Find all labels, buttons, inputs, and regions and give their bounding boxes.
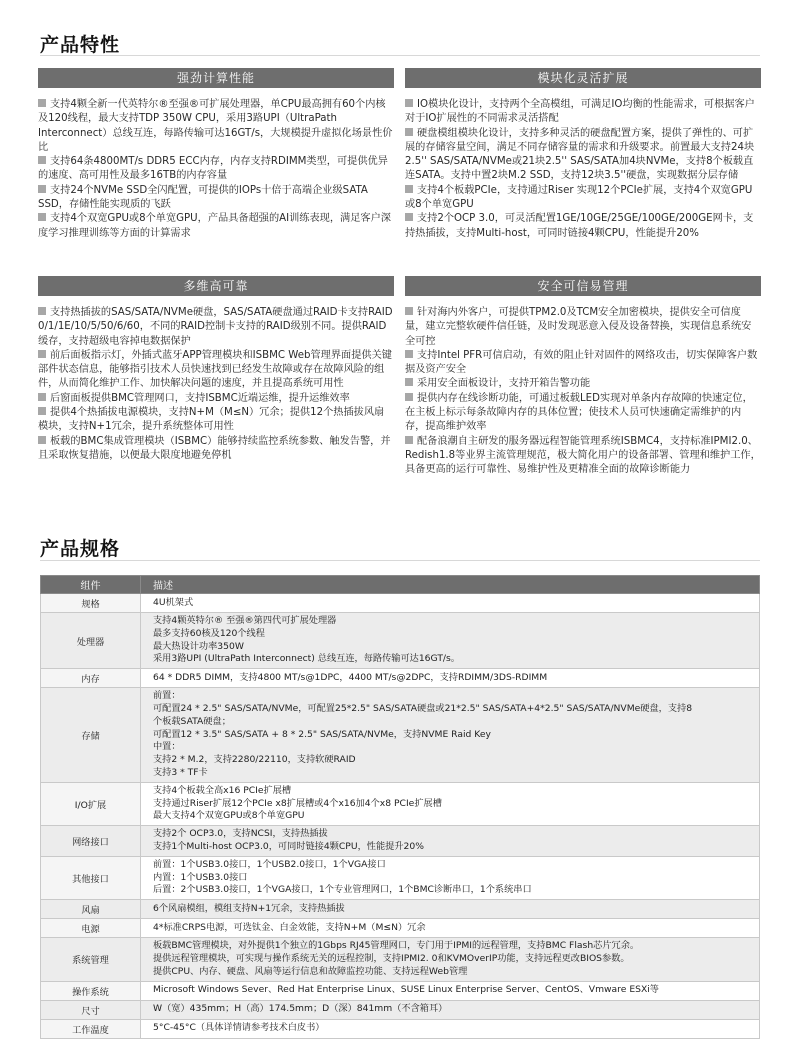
bullet-square-icon — [38, 99, 46, 107]
divider — [40, 560, 760, 561]
spec-description — [141, 782, 760, 825]
spec-row — [41, 669, 760, 688]
spec-label: 操作系统 — [41, 981, 141, 1000]
feature-bullet-item — [38, 392, 394, 406]
spec-description-line: 6个风扇模组，模组支持N+1冗余，支持热插拔 — [153, 902, 345, 914]
feature-bullet-text: 支持4个板载PCIe，支持通过Riser 实现12个PCIe扩展，支持4个双宽GPU或8个单宽GPU — [405, 184, 753, 211]
feature-bullet-text: 支持2个OCP 3.0，可灵活配置1GE/10GE/25GE/100GE/200GE网卡，支持热插拔，支持Multi-host，可同时链接4颗CPU，性能提升20% — [405, 213, 754, 239]
spec-description-line: 前置：1个USB3.0接口，1个USB2.0接口，1个VGA接口 — [153, 858, 386, 870]
feature-bullet-item — [405, 306, 761, 349]
bullet-square-icon — [38, 350, 46, 358]
spec-description-line: 可配置24 * 2.5" SAS/SATA/NVMe，可配置25*2.5" SAS/SATA硬盘或21*2.5" SAS/SATA+4*2.5" SAS/SATA/NVMe硬盘，支持8 — [153, 702, 693, 714]
spec-description-line: 提供远程管理模块，可实现与操作系统无关的远程控制，支持IPMI2. 0和KVMOverIP功能，支持远程更改BIOS参数。 — [153, 952, 630, 964]
bullet-square-icon — [38, 213, 46, 221]
spec-header-description: 描述 — [141, 576, 760, 594]
feature-bullet-item — [405, 377, 761, 391]
feature-bullet-text: 采用安全面板设计，支持开箱告警功能 — [417, 378, 591, 390]
spec-description-line: 板载BMC管理模块，对外提供1个独立的1Gbps RJ45管理网口，专门用于IPMI的远程管理，支持BMC Flash芯片冗余。 — [153, 940, 640, 952]
bullet-square-icon — [405, 350, 413, 358]
feature-bullet-text: 针对海内外客户，可提供TPM2.0及TCM安全加密模块，提供安全可信度量，建立完整软硬件信任链，及时发现恶意入侵及设备替换，实现信息系统安全可控 — [405, 307, 752, 347]
bullet-square-icon — [405, 99, 413, 107]
spec-label: 处理器 — [41, 613, 141, 669]
feature-body — [405, 306, 761, 478]
bullet-square-icon — [405, 393, 413, 401]
spec-header-component: 组件 — [41, 576, 141, 594]
spec-label: 网络接口 — [41, 826, 141, 857]
feature-body — [38, 98, 394, 241]
spec-label: I/O扩展 — [41, 782, 141, 825]
spec-description-line: 采用3路UPI (UltraPath Interconnect) 总线互连，每路传输可达16GT/s。 — [153, 653, 460, 665]
feature-bullet-text: 硬盘模组模块化设计，支持多种灵活的硬盘配置方案，提供了弹性的、可扩展的存储容量空间，满足不同存储容量的需求和升级要求。前置最大支持24块2.5'' SAS/SATA/NVMe或21块2.5'' SAS/SATA加4块NVMe，支持8个板载直连SATA。支持中置2块M.2 SSD，支持12块3.5''硬盘，实现数据分层存储 — [405, 127, 755, 182]
spec-description — [141, 1019, 760, 1038]
feature-bullet-text: 后窗面板提供BMC管理网口，支持ISBMC近端运维，提升运维效率 — [50, 392, 350, 404]
spec-row — [41, 688, 760, 783]
feature-bullet-text: 板载的BMC集成管理模块（ISBMC）能够持续监控系统参数、触发告警，并且采取恢复措施，以便最大限度地避免停机 — [38, 435, 391, 461]
feature-bullet-text: 支持Intel PFR可信启动，有效的阻止针对固件的网络攻击，切实保障客户数据及资产安全 — [405, 349, 758, 376]
feature-bullet-item — [405, 435, 761, 478]
spec-header-row — [41, 576, 760, 594]
spec-description — [141, 919, 760, 938]
feature-heading: 多维高可靠 — [38, 276, 394, 296]
spec-label: 其他接口 — [41, 856, 141, 899]
feature-bullet-text: 提供内存在线诊断功能，可通过板载LED实现对单条内存故障的快速定位，在主板上标示每条故障内存的具体位置；使技术人员可快速确定需维护的内存，提高维护效率 — [405, 392, 753, 433]
feature-heading: 模块化灵活扩展 — [405, 68, 761, 88]
feature-bullet-item — [38, 349, 394, 392]
spec-description — [141, 856, 760, 899]
spec-description-line: 前置： — [153, 690, 181, 702]
spec-label: 尺寸 — [41, 1000, 141, 1019]
spec-description-line: 64 * DDR5 DIMM，支持4800 MT/s@1DPC，4400 MT/s@2DPC，支持RDIMM/3DS-RDIMM — [153, 671, 548, 683]
feature-bullet-item — [38, 184, 394, 213]
spec-description — [141, 1000, 760, 1019]
bullet-square-icon — [38, 185, 46, 193]
feature-bullet-item — [38, 406, 394, 435]
spec-description — [141, 981, 760, 1000]
spec-description-line: 最多支持60核及120个线程 — [153, 627, 265, 639]
feature-bullet-item — [38, 435, 394, 464]
spec-description — [141, 688, 760, 783]
spec-description-line: 支持2个 OCP3.0，支持NCSI，支持热插拔 — [153, 828, 328, 840]
section-title-specs: 产品规格 — [40, 538, 121, 560]
spec-description-line: 4*标准CRPS电源，可选钛金、白金效能，支持N+M（M≤N）冗余 — [153, 921, 426, 933]
feature-bullet-text: 支持64条4800MT/s DDR5 ECC内存，内存支持RDIMM类型，可提供优异的速度、高可用性及最多16TB的内存容量 — [38, 156, 388, 182]
spec-description-line: 支持通过Riser扩展12个PCIe x8扩展槽或4个x16加4个x8 PCIe扩展槽 — [153, 797, 442, 809]
spec-description-line: 5°C-45°C（具体详情请参考技术白皮书） — [153, 1022, 325, 1034]
feature-bullet-item — [405, 98, 761, 127]
feature-block-computing — [38, 68, 394, 241]
feature-block-reliability — [38, 276, 394, 463]
spec-description — [141, 613, 760, 669]
spec-description — [141, 826, 760, 857]
bullet-square-icon — [38, 307, 46, 315]
spec-row — [41, 594, 760, 613]
spec-description-line: 可配置12 * 3.5" SAS/SATA + 8 * 2.5" SAS/SATA/NVMe，支持NVME Raid Key — [153, 728, 491, 740]
feature-block-modular — [405, 68, 761, 241]
spec-description-line: 支持4颗英特尔® 至强®第四代可扩展处理器 — [153, 615, 337, 626]
feature-bullet-item — [38, 306, 394, 349]
feature-body — [38, 306, 394, 463]
spec-description-line: 4U机架式 — [153, 596, 194, 608]
spec-label: 规格 — [41, 594, 141, 613]
feature-heading: 安全可信易管理 — [405, 276, 761, 296]
spec-description — [141, 900, 760, 919]
feature-heading: 强劲计算性能 — [38, 68, 394, 88]
feature-bullet-item — [405, 184, 761, 213]
spec-label: 工作温度 — [41, 1019, 141, 1038]
bullet-square-icon — [38, 407, 46, 415]
bullet-square-icon — [38, 393, 46, 401]
feature-body — [405, 98, 761, 241]
feature-bullet-item — [38, 212, 394, 241]
bullet-square-icon — [405, 436, 413, 444]
feature-bullet-text: IO模块化设计，支持两个全高模组，可满足IO均衡的性能需求，可根据客户对于IO扩展性的不同需求灵活搭配 — [405, 99, 755, 125]
divider — [40, 55, 760, 56]
feature-bullet-text: 支持热插拔的SAS/SATA/NVMe硬盘，SAS/SATA硬盘通过RAID卡支持RAID 0/1/1E/10/5/50/6/60，不同的RAID控制卡支持的RAID级别不同。提供RAID缓存，支持超级电容掉电数据保护 — [38, 307, 393, 347]
spec-description-line: 支持3 * TF卡 — [153, 766, 208, 778]
spec-description-line: 支持2 * M.2，支持2280/22110，支持软硬RAID — [153, 754, 356, 766]
section-title-features: 产品特性 — [40, 34, 121, 56]
spec-row — [41, 919, 760, 938]
feature-bullet-text: 前后面板指示灯，外插式蓝牙APP管理模块和ISBMC Web管理界面提供关键部件状态信息，能够指引技术人员快速找到已经发生故障或存在故障风险的组件，从而简化维护工作、加快解决问题的速度，并且提高系统可用性 — [38, 349, 392, 390]
spec-description-line: W（宽）435mm；H（高）174.5mm；D（深）841mm（不含箱耳） — [153, 1003, 448, 1015]
spec-description — [141, 594, 760, 613]
bullet-square-icon — [405, 307, 413, 315]
feature-bullet-text: 提供4个热插拔电源模块，支持N+M（M≤N）冗余；提供12个热插拔风扇模块，支持N+1冗余，提升系统整体可用性 — [38, 407, 385, 433]
spec-row — [41, 856, 760, 899]
feature-bullet-item — [405, 392, 761, 435]
feature-bullet-text: 支持24个NVMe SSD全闪配置，可提供的IOPs十倍于高端企业级SATA SSD，存储性能实现质的飞跃 — [38, 184, 368, 211]
spec-description-line: Microsoft Windows Sever、Red Hat Enterprise Linux、SUSE Linux Enterprise Server、CentOS、Vmware ESXi等 — [153, 984, 659, 996]
spec-description-line: 提供CPU、内存、硬盘、风扇等运行信息和故障监控功能、支持远程Web管理 — [153, 965, 468, 977]
spec-description-line: 支持1个Multi-host OCP3.0，可同时链接4颗CPU，性能提升20% — [153, 840, 424, 852]
spec-row — [41, 981, 760, 1000]
spec-label: 存储 — [41, 688, 141, 783]
spec-description-line: 最大热设计功率350W — [153, 640, 244, 652]
spec-description-line: 个板载SATA硬盘； — [153, 715, 231, 727]
spec-description — [141, 938, 760, 981]
feature-bullet-text: 配备浪潮自主研发的服务器远程智能管理系统ISBMC4，支持标准IPMI2.0、Redish1.8等业界主流管理规范，极大简化用户的设备部署、管理和维护工作，具备更高的运行可靠性、易维护性及更精准全面的故障诊断能力 — [405, 435, 761, 476]
spec-label: 系统管理 — [41, 938, 141, 981]
feature-bullet-text: 支持4颗全新一代英特尔®至强®可扩展处理器，单CPU最高拥有60个内核及120线程，最大支持TDP 350W CPU，采用3路UPI（UltraPath Interconnect）总线互连，每路传输可达16GT/s，大规模提升虚拟化场景性价比 — [38, 99, 393, 153]
spec-row — [41, 782, 760, 825]
feature-bullet-item — [405, 212, 761, 241]
spec-label: 内存 — [41, 669, 141, 688]
bullet-square-icon — [405, 378, 413, 386]
spec-label: 电源 — [41, 919, 141, 938]
spec-description-line: 中置： — [153, 741, 181, 753]
spec-table — [40, 575, 760, 1039]
feature-bullet-item — [405, 349, 761, 378]
spec-row — [41, 1019, 760, 1038]
spec-label: 风扇 — [41, 900, 141, 919]
feature-block-security — [405, 276, 761, 478]
feature-bullet-item — [38, 155, 394, 184]
spec-body — [41, 594, 760, 1039]
spec-row — [41, 613, 760, 669]
spec-row — [41, 938, 760, 981]
spec-row — [41, 900, 760, 919]
bullet-square-icon — [405, 128, 413, 136]
bullet-square-icon — [38, 436, 46, 444]
feature-bullet-text: 支持4个双宽GPU或8个单宽GPU，产品具备超强的AI训练表现，满足客户深度学习推理训练等方面的计算需求 — [38, 213, 391, 239]
feature-bullet-item — [38, 98, 394, 155]
bullet-square-icon — [405, 185, 413, 193]
bullet-square-icon — [38, 156, 46, 164]
spec-description — [141, 669, 760, 688]
spec-row — [41, 826, 760, 857]
spec-description-line: 支持4个板载全高x16 PCIe扩展槽 — [153, 784, 292, 796]
spec-description-line: 后置：2个USB3.0接口，1个VGA接口，1个专业管理网口，1个BMC诊断串口，1个系统串口 — [153, 884, 532, 896]
spec-row — [41, 1000, 760, 1019]
spec-description-line: 内置：1个USB3.0接口 — [153, 871, 248, 883]
spec-description-line: 最大支持4个双宽GPU或8个单宽GPU — [153, 810, 305, 822]
feature-bullet-item — [405, 127, 761, 184]
bullet-square-icon — [405, 213, 413, 221]
